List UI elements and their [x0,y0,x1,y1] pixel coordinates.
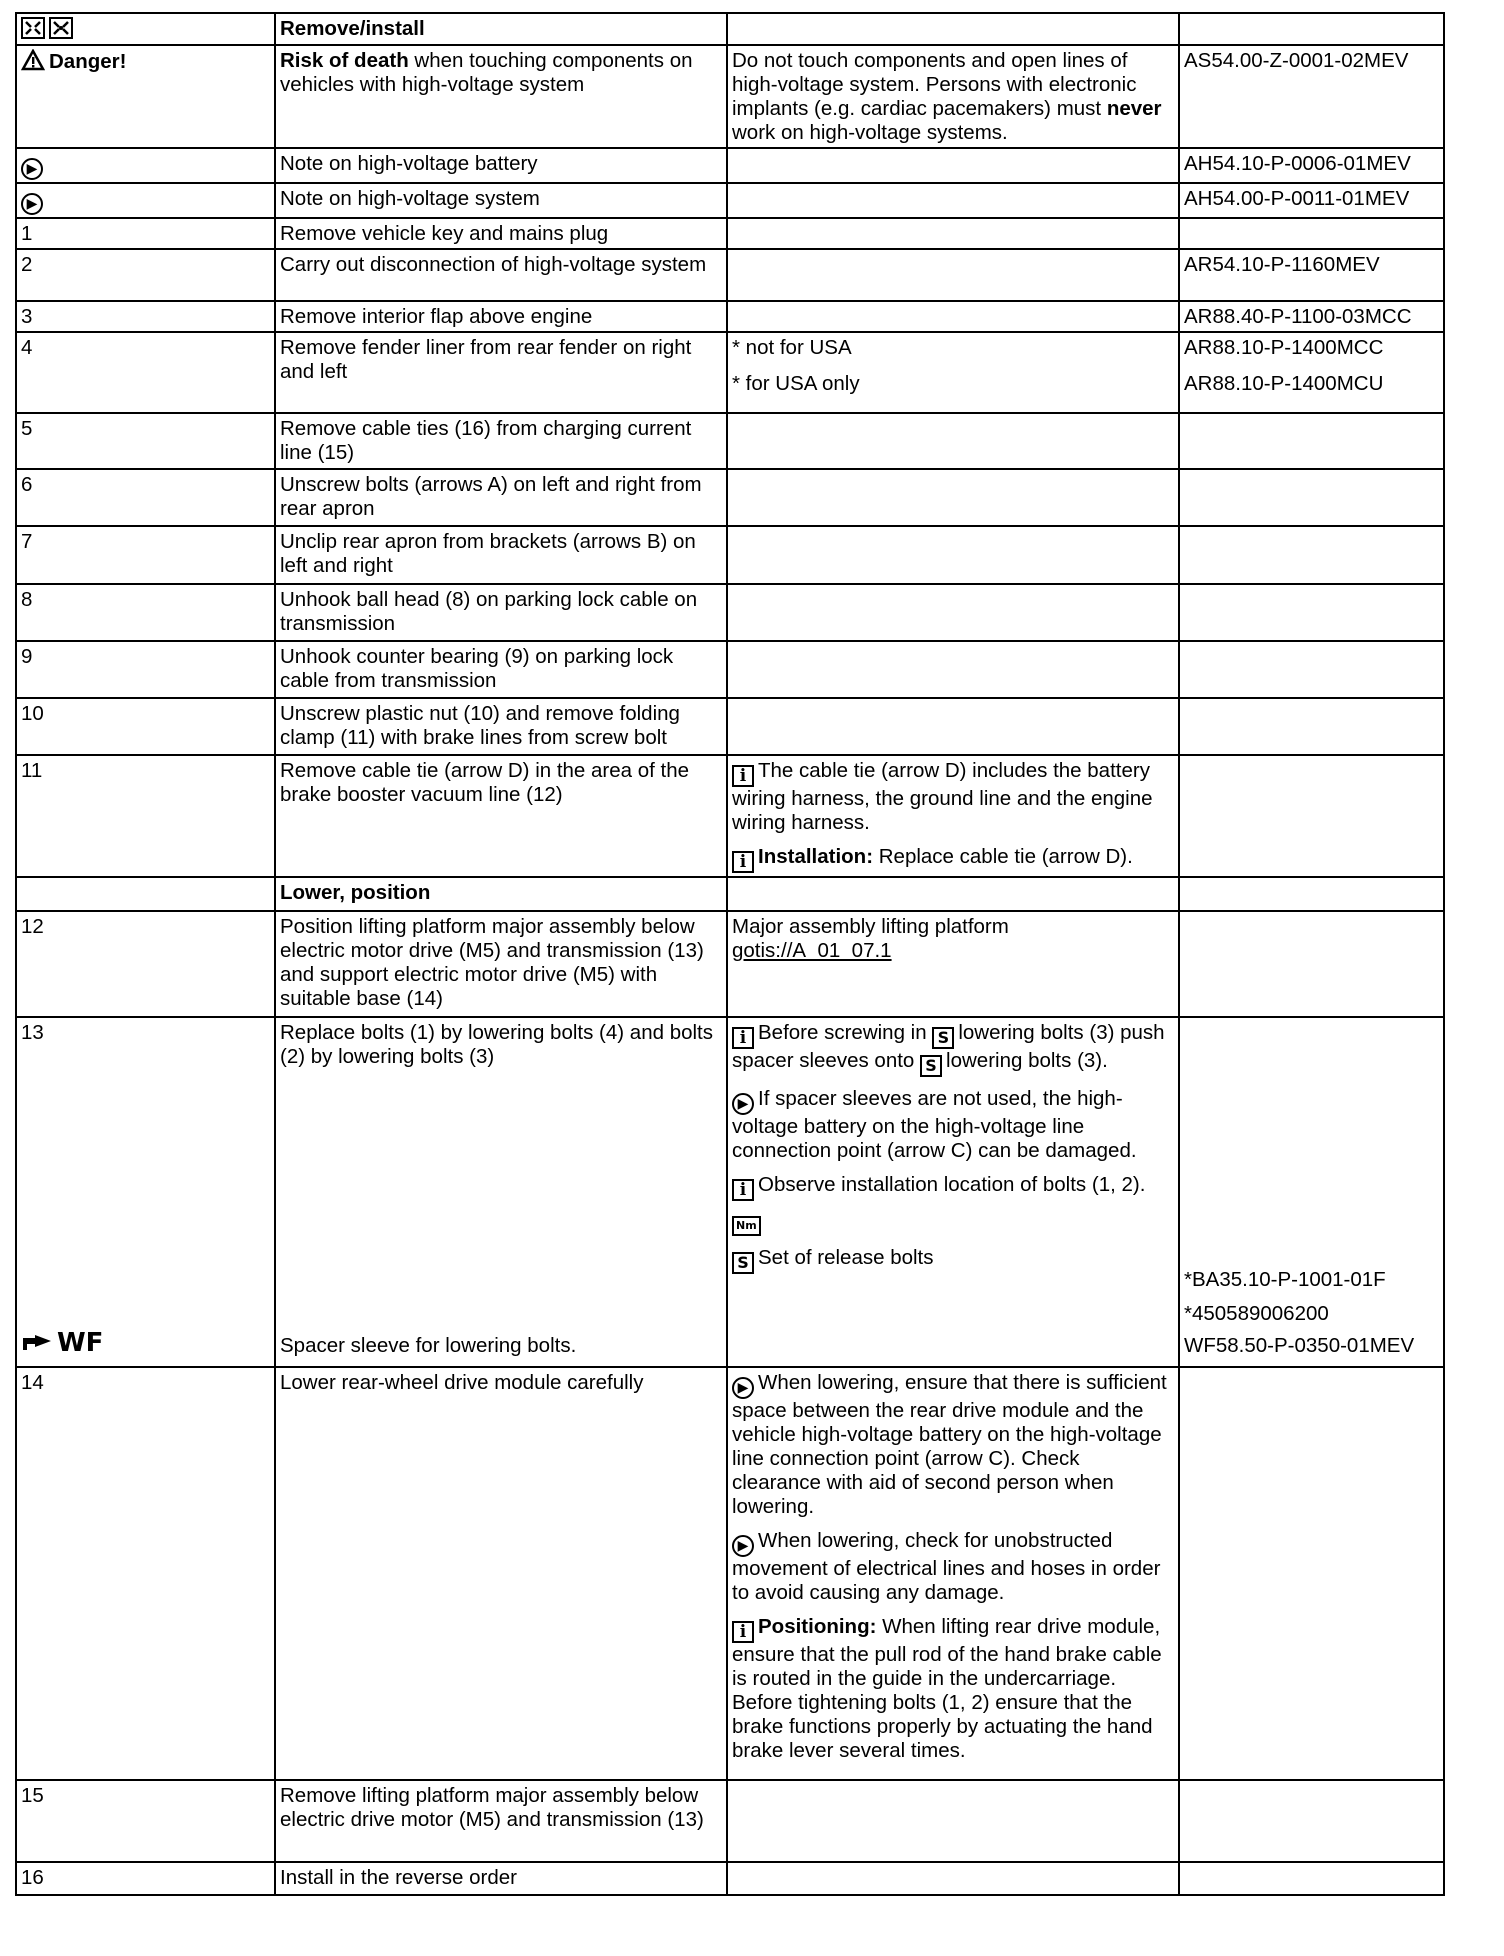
step-ref[interactable]: AR88.40-P-1100-03MCC [1179,301,1444,332]
special-tool-icon: S [920,1055,942,1077]
section-row [16,877,1444,911]
note-row: ▶ Note on high-voltage battery AH54.10-P-0006-01MEV [16,148,1444,183]
pointing-hand-icon [21,1332,53,1354]
header-icons-cell [16,13,275,45]
info-icon: i [732,1179,754,1201]
danger-label: Danger! [49,50,127,73]
section-title: Lower, position [275,877,727,911]
step-row: 3 Remove interior flap above engine AR88.40-P-1100-03MCC [16,301,1444,332]
step-row: 4 Remove fender liner from rear fender on right and left * not for USA * for USA only AR88.10-P-1400MCC AR88.10-P-1400MCU [16,332,1444,413]
note-icon: ▶ [21,193,43,215]
special-tool-icon: S [732,1252,754,1274]
info-icon: i [732,851,754,873]
step-ref[interactable]: AR54.10-P-1160MEV [1179,249,1444,301]
info-icon: i [732,765,754,787]
step-row: 10 Unscrew plastic nut (10) and remove folding clamp (11) with brake lines from screw bolt [16,698,1444,755]
note-icon: ▶ [732,1093,754,1115]
step-row: 5 Remove cable ties (16) from charging current line (15) [16,413,1444,469]
danger-cell [16,45,275,148]
header-row [16,13,1444,45]
note-ref[interactable]: AH54.00-P-0011-01MEV [1179,183,1444,218]
step-row: 14 Lower rear-wheel drive module carefully ▶ When lowering, ensure that there is sufficient space between the rear drive module and the vehicle high-voltage battery on the high-voltage line connection point (arrow C). Check clearance with aid of second person when lowering. ▶ When lowering, check for unobstructed movement of electrical lines and hoses in order to avoid causing any damage. i Positioning: When lifting rear drive module, ensure that the pull rod of the hand brake cable is routed in the guide in the undercarriage. Before tightening bolts (1, 2) ensure that the brake functions properly by actuating the hand brake lever several times. [16,1367,1444,1780]
step-row: 7 Unclip rear apron from brackets (arrows B) on left and right [16,526,1444,584]
info-icon: i [732,1621,754,1643]
wf-ref[interactable]: WF58.50-P-0350-01MEV [1184,1334,1415,1357]
note-icon: ▶ [732,1377,754,1399]
section-title: Remove/install [275,13,727,45]
info-icon: i [732,1027,754,1049]
special-tool-icon: S [932,1027,954,1049]
danger-risk: Risk of death when touching components on vehicles with high-voltage system [275,45,727,148]
step-row: 15 Remove lifting platform major assembly below electric drive motor (M5) and transmission (13) [16,1780,1444,1862]
note-icon: ▶ [732,1535,754,1557]
step-row: 1 Remove vehicle key and mains plug [16,218,1444,249]
note-row: ▶ Note on high-voltage system AH54.00-P-0011-01MEV [16,183,1444,218]
step-row: 6 Unscrew bolts (arrows A) on left and right from rear apron [16,469,1444,526]
step-ref[interactable]: AR88.10-P-1400MCC [1184,336,1384,359]
danger-row [16,45,1444,148]
note-icon: ▶ [21,158,43,180]
gotis-link[interactable]: gotis://A_01_07.1 [732,939,892,962]
step-row: 11 Remove cable tie (arrow D) in the area of the brake booster vacuum line (12) i The cable tie (arrow D) includes the battery wiring harness, the ground line and the engine wiring harness. i Installation: Replace cable tie (arrow D). [16,755,1444,877]
danger-note: Do not touch components and open lines of high-voltage system. Persons with electronic implants (e.g. cardiac pacemakers) must never work on high-voltage systems. [727,45,1179,148]
step-row: 9 Unhook counter bearing (9) on parking lock cable from transmission [16,641,1444,698]
step-ref[interactable]: AR88.10-P-1400MCU [1184,372,1384,395]
step-row: 16 Install in the reverse order [16,1862,1444,1895]
danger-ref[interactable]: AS54.00-Z-0001-02MEV [1179,45,1444,148]
remove-icon [21,17,45,39]
torque-ref[interactable]: *BA35.10-P-1001-01F [1184,1268,1386,1291]
tool-ref[interactable]: *450589006200 [1184,1302,1329,1325]
install-icon [49,17,73,39]
torque-icon: Nm [732,1216,761,1236]
procedure-table [15,12,1445,1896]
note-ref[interactable]: AH54.10-P-0006-01MEV [1179,148,1444,183]
workshop-info-label: WF [21,1328,103,1358]
step-row: 2 Carry out disconnection of high-voltage system AR54.10-P-1160MEV [16,249,1444,301]
step-row: 13 WF Replace bolts (1) by lowering bolts (4) and bolts (2) by lowering bolts (3) Spacer sleeve for lowering bolts. i Before screwing in S lowering bolts (3) push spacer sleeves onto S lowering bolts (3). ▶ If spacer sleeves are not used, the high-voltage battery on the high-voltage line connection point (arrow C) can be damaged. i Observe installation location of bolts (1, 2). Nm S Set of release bolts *BA35.10-P-1001-01F *450589006200 WF58.50-P-0350-01MEV [16,1017,1444,1367]
step-row: 8 Unhook ball head (8) on parking lock cable on transmission [16,584,1444,641]
warning-icon [21,49,45,71]
step-row: 12 Position lifting platform major assembly below electric motor drive (M5) and transmission (13) and support electric motor drive (M5) with suitable base (14) Major assembly lifting platform gotis://A_01_07.1 [16,911,1444,1017]
